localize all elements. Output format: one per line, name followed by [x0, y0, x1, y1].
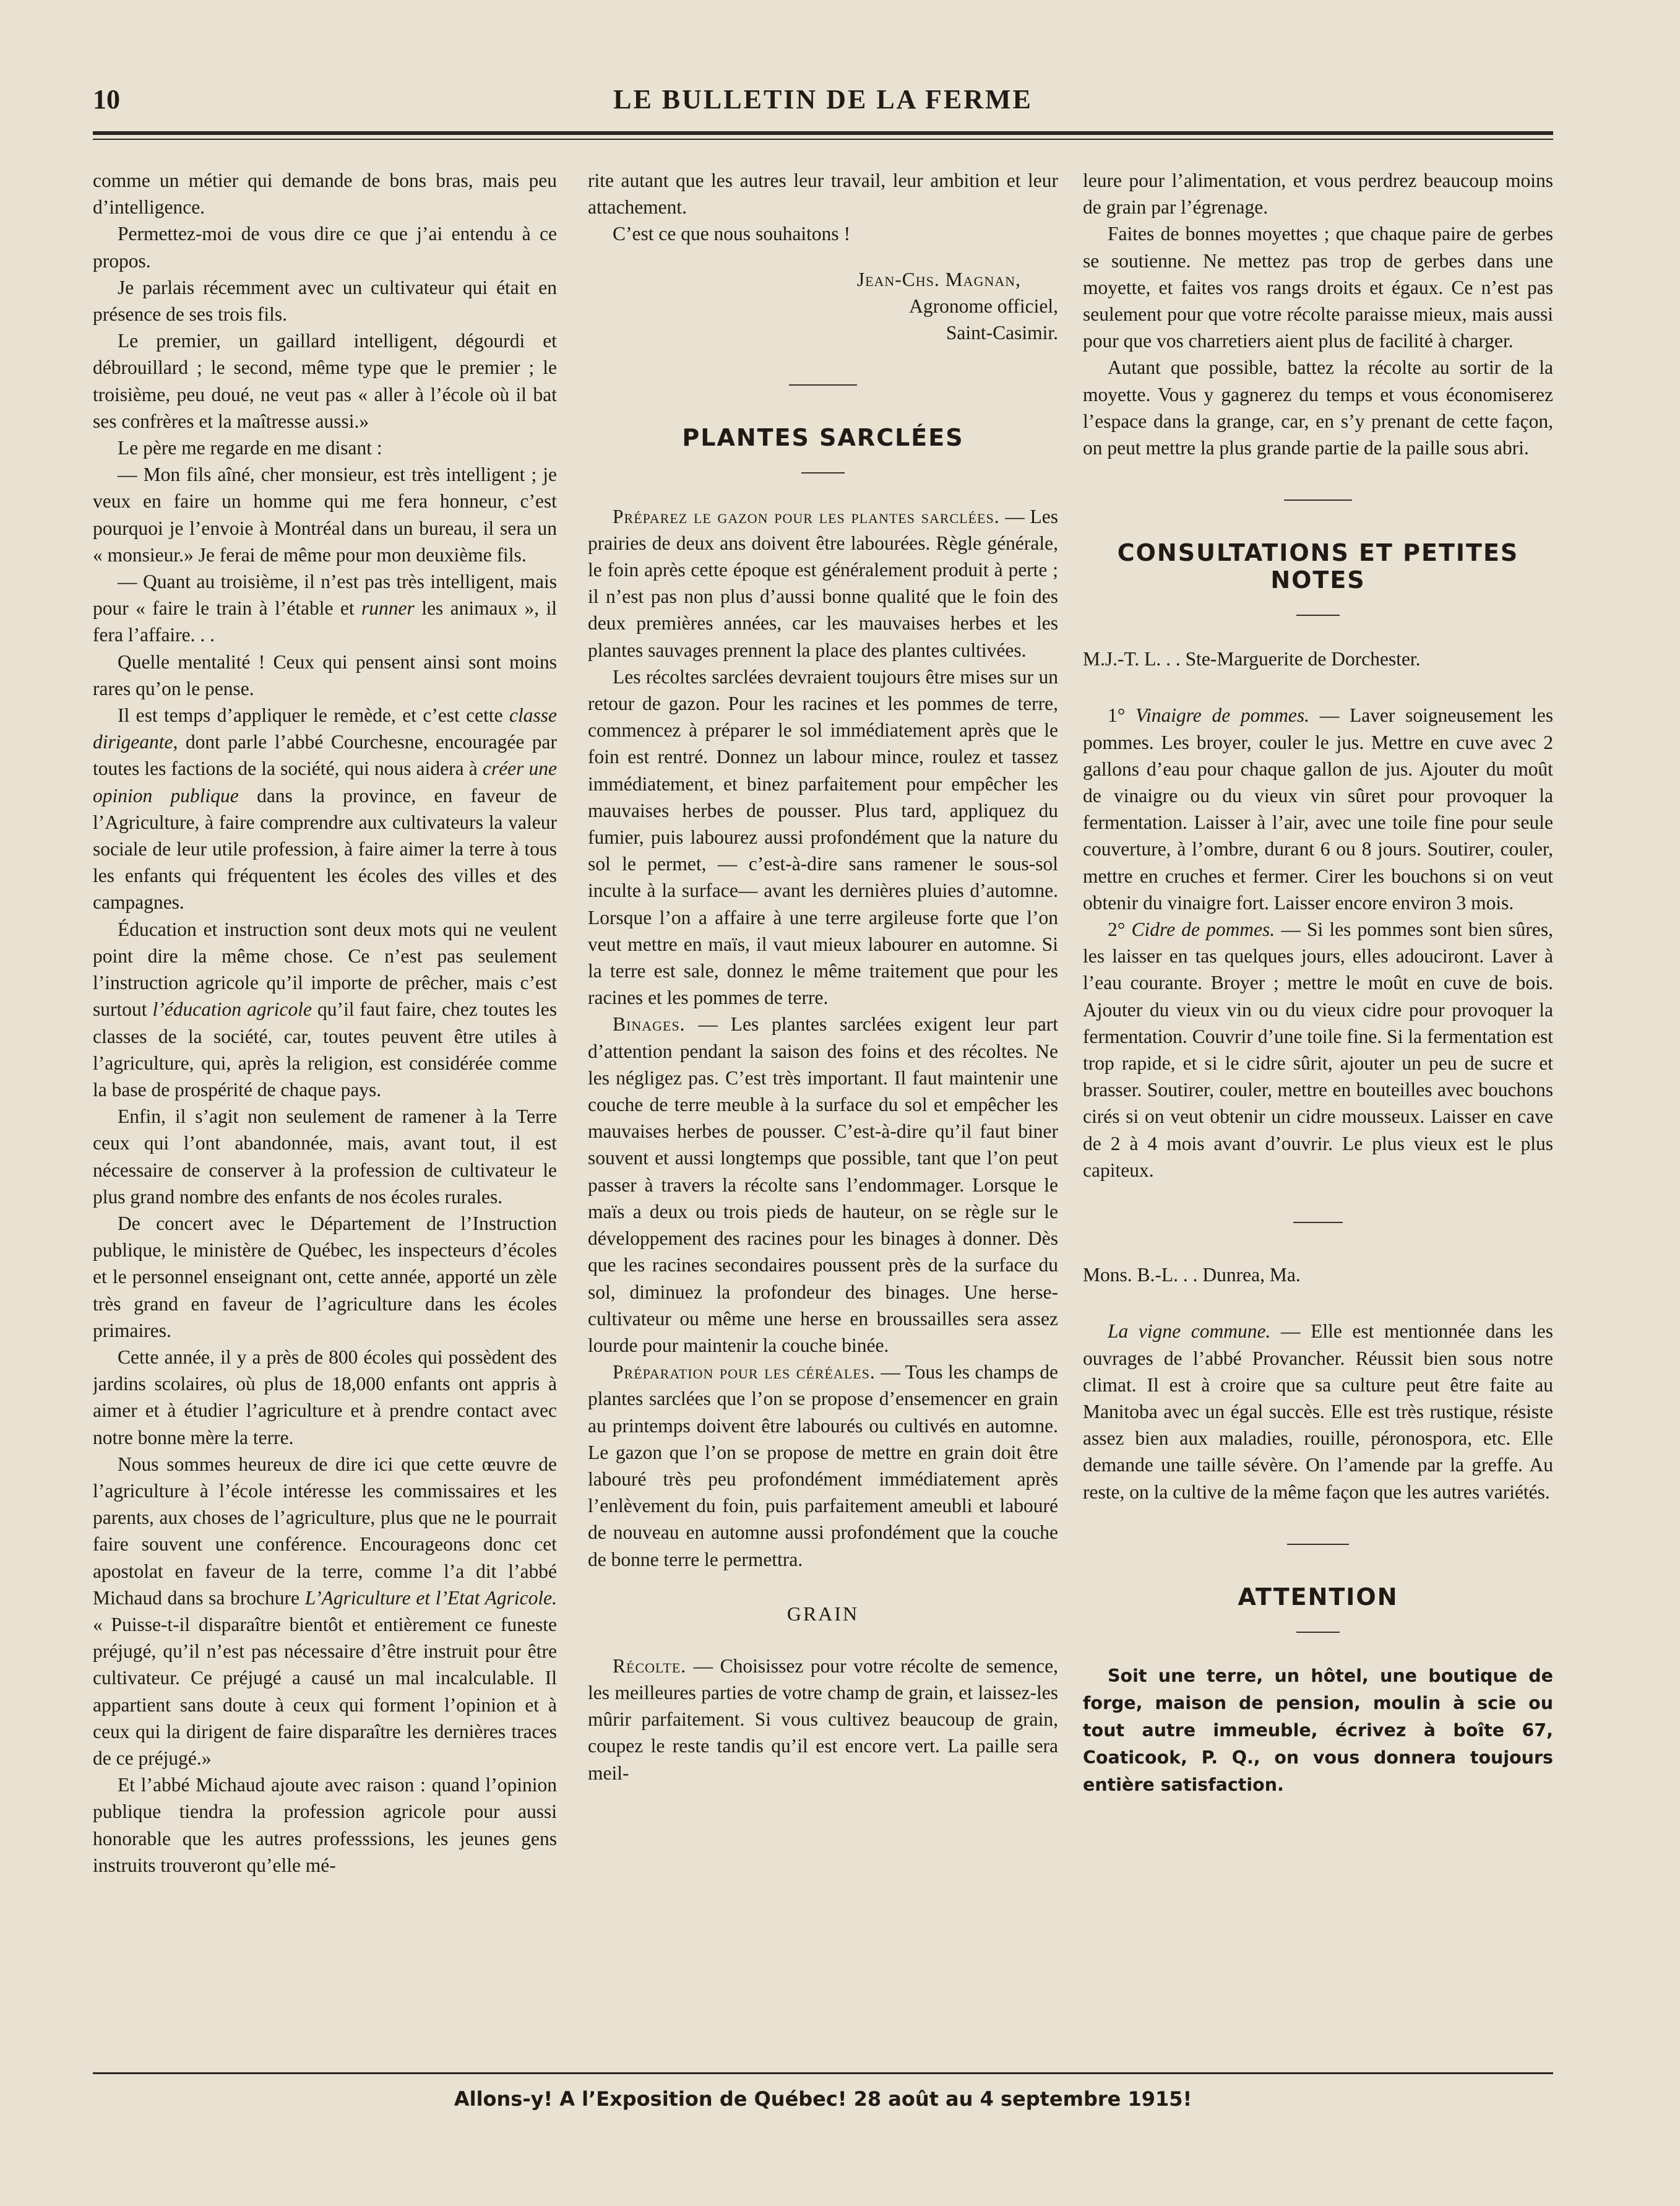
correspondent-line: Mons. B.-L. . . Dunrea, Ma.	[1083, 1264, 1301, 1286]
paragraph: comme un métier qui demande de bons bras, mais peu d’intelligence.	[93, 170, 557, 218]
paragraph: Les récoltes sarclées devraient toujours être mises sur un retour de gazon. Pour les racines et les pommes de terre, commencez à préparer le sol immédiatement après que le foin est rentré. Donnez un labour mince, roulez et tassez immédiatement, et binez parfaitement pour empêcher les mauvaises herbes de pousser. Plus tard, appliquez du fumier, puis labourez aussi profondément que la nature du sol le permet, — c’est-à-dire sans ramener le sous-sol inculte à la surface— avant les dernières pluies d’automne. Lorsque l’on a affaire à une terre argileuse forte que l’on veut mettre en maïs, il vaut mieux labourer en automne. Si la terre est sale, donnez le même traitement que pour les racines et les pommes de terre.	[588, 665, 1058, 1009]
paragraph: — Mon fils aîné, cher monsieur, est très intelligent ; je veux en faire un homme qui me fera honneur, c’est pourquoi je l’envoie à Montréal dans un bureau, il sera un « monsieur.» Je ferai de même pour mon deuxième fils.	[93, 464, 557, 566]
paragraph: Quelle mentalité ! Ceux qui pensent ainsi sont moins rares qu’on le pense.	[93, 651, 557, 699]
paragraph: La vigne commune. — Elle est mentionnée dans les ouvrages de l’abbé Provancher. Réussit bien sous notre climat. Il est à croire que sa culture peut être faite au Manitoba avec un égal succès. Elle est très rustique, résiste assez bien aux maladies, rouille, péronospora, etc. Elle demande une taille sévère. On l’amende par la greffe. Au reste, on la cultive de la même façon que les autres variétés.	[1083, 1320, 1553, 1503]
paragraph: Récolte. — Choisissez pour votre récolte de semence, les meilleures parties de votre champ de grain, et laissez-les mûrir parfaitement. Si vous cultivez beaucoup de grain, coupez le reste tandis qu’il est encore vert. La paille sera meil-	[588, 1654, 1058, 1784]
paragraph: Autant que possible, battez la récolte au sortir de la moyette. Vous y gagnerez du temps et vous économiserez l’espace dans la grange, car, en s’y prenant de cette façon, on peut mettre la plus grande partie de la paille sous abri.	[1083, 357, 1553, 459]
page-number: 10	[93, 84, 120, 115]
paragraph: rite autant que les autres leur travail, leur ambition et leur attachement.	[588, 170, 1058, 218]
section-heading: CONSULTATIONS ET PETITES NOTES	[1117, 539, 1519, 594]
section-heading: GRAIN	[786, 1602, 859, 1625]
heading-rule	[1296, 1632, 1340, 1633]
paragraph: Éducation et instruction sont deux mots qui ne veulent point dire la même chose. Ce n’est pas seulement l’instruction agricole qu’il importe de prêcher, mais c’est surtout l’éducation agricole qu’il faut faire, chez toutes les classes de la société, car, toutes peuvent être utiles à l’agriculture, qui, après la religion, est considérée comme la base de prospérité de chaque pays.	[93, 918, 557, 1101]
paragraph: Cette année, il y a près de 800 écoles qui possèdent des jardins scolaires, où plus de 18,000 enfants ont appris à aimer et à étudier l’agriculture et à prendre contact avec notre bonne mère la terre.	[93, 1346, 557, 1448]
paragraph: Permettez-moi de vous dire ce que j’ai entendu à ce propos.	[93, 223, 557, 272]
page-header	[93, 84, 1553, 121]
paragraph: Binages. — Les plantes sarclées exigent leur part d’attention pendant la saison des foins et des récoltes. Ne les négligez pas. C’est très important. Il faut maintenir une couche de terre meuble à la surface du sol et empêcher les mauvaises herbes de pousser. C’est-à-dire qu’il faut biner souvent et aussi longtemps que possible, tant que l’on peut passer à travers la récolte sans l’endommager. Lorsque le maïs a deux ou trois pieds de hauteur, on se règle sur le développement des racines pour les binages à donner. Dès que les racines secondaires poussent près de la surface du sol, diminuez la profondeur des binages. Une herse-cultivateur ou même une herse en broussailles sera assez lourde pour maintenir la couche binée.	[588, 1013, 1058, 1356]
paragraph: Préparation pour les céréales. — Tous les champs de plantes sarclées que l’on se propose d’ensemencer en grain au printemps doivent être labourés ou cultivés en automne. Le gazon que l’on se propose de mettre en grain doit être labouré très peu profondément immédiatement après l’enlèvement du foin, puis parfaitement ameubli et labouré de nouveau en automne aussi profondément que la couche de bonne terre le permettra.	[588, 1361, 1058, 1570]
paragraph: De concert avec le Département de l’Instruction publique, le ministère de Québec, les inspecteurs d’écoles et le personnel enseignant ont, cette année, apporté un zèle très grand en faveur de l’agriculture dans les écoles primaires.	[93, 1212, 557, 1341]
heading-rule	[801, 472, 845, 474]
header-rule-thin	[93, 139, 1553, 140]
author-place: Saint-Casimir.	[946, 321, 1058, 344]
section-divider	[789, 384, 857, 386]
running-title: LE BULLETIN DE LA FERME	[613, 84, 1033, 115]
paragraph: 2° Cidre de pommes. — Si les pommes sont bien sûres, les laisser en tas quelques jours, elles adouciront. Laver à l’eau courante. Broyer ; mettre le moût en cuve de bois. Ajouter du vieux vin ou du vieux cidre pour provoquer la fermentation. Couvrir d’une toile fine. Si la fermentation est trop rapide, et si le cidre sûrit, ajouter un peu de sucre et brasser. Soutirer, couler, mettre en bouteilles avec bouchons cirés si on veut obtenir un cidre mousseux. Laisser en cave de 2 à 4 mois avant d’ouvrir. Le plus vieux est le plus capiteux.	[1083, 919, 1553, 1181]
correspondent-line: M.J.-T. L. . . Ste-Marguerite de Dorchester.	[1083, 648, 1421, 670]
footer-banner: Allons-y! A l’Exposition de Québec! 28 août au 4 septembre 1915!	[454, 2087, 1192, 2111]
section-divider	[1284, 500, 1352, 501]
advertisement-text: Soit une terre, un hôtel, une boutique de forge, maison de pension, moulin à scie ou tout autre immeuble, écrivez à boîte 67, Coaticook, P. Q., on vous donnera toujours entière satisfaction.	[1083, 1665, 1553, 1795]
paragraph: Nous sommes heureux de dire ici que cette œuvre de l’agriculture à l’école intéresse les commissaires et les parents, aux choses de l’agriculture, plus que ne le pourrait faire souvent une conférence. Encourageons donc cet apostolat en faveur de la terre, comme l’a dit l’abbé Michaud dans sa brochure L’Agriculture et l’Etat Agricole. « Puisse-t-il disparaître bientôt et entièrement ce funeste préjugé, qu’il n’est pas nécessaire d’être instruit pour être cultivateur. Ce préjugé a causé un mal incalculable. Il appartient sans doute à ceux qui forment l’opinion et à ceux qui la dirigent de faire disparaître les dernières traces de ce préjugé.»	[93, 1453, 557, 1769]
header-rule-thick	[93, 131, 1553, 135]
paragraph: 1° Vinaigre de pommes. — Laver soigneusement les pommes. Les broyer, couler le jus. Mettre en cuve avec 2 gallons d’eau pour chaque gallon de jus. Ajouter du moût de vinaigre ou du vieux vin sûret pour provoquer la fermentation. Laisser à l’air, avec une toile fine pour seule couverture, à l’ombre, durant 6 ou 8 jours. Soutirer, couler, mettre en cruches et fermer. Cirer les bouchons si on veut obtenir du vinaigre fort. Laisser encore environ 3 mois.	[1083, 704, 1553, 914]
column-3	[1083, 167, 1553, 2036]
section-divider	[1287, 1544, 1349, 1545]
author-title: Agronome officiel,	[909, 295, 1058, 317]
paragraph: Enfin, il s’agit non seulement de ramener à la Terre ceux qui l’ont abandonnée, mais, avant tout, il est nécessaire de conserver à la profession de cultivateur le plus grand nombre des enfants de nos écoles rurales.	[93, 1105, 557, 1208]
author-name: Jean-Chs. Magnan,	[856, 268, 1021, 290]
paragraph: Le père me regarde en me disant :	[118, 437, 382, 459]
footer-rule	[93, 2072, 1553, 2074]
signature-block	[588, 266, 1058, 346]
paragraph: C’est ce que nous souhaitons !	[613, 223, 851, 245]
column-1	[93, 167, 557, 2036]
paragraph: Et l’abbé Michaud ajoute avec raison : quand l’opinion publique tiendra la profession agricole pour aussi honorable que les autres professsions, les jeunes gens instruits trouveront qu’elle mé-	[93, 1774, 557, 1876]
column-2	[588, 167, 1058, 2036]
paragraph: — Quant au troisième, il n’est pas très intelligent, mais pour « faire le train à l’étable et runner les animaux », il fera l’affaire. . .	[93, 571, 557, 646]
paragraph: Faites de bonnes moyettes ; que chaque paire de gerbes se soutienne. Ne mettez pas trop de gerbes dans une moyette, et faites vos rangs droits et égaux. Ce n’est pas seulement pour que votre récolte paraisse mieux, mais aussi pour que vos charretiers aient plus de facilité à charger.	[1083, 223, 1553, 352]
heading-rule	[1296, 615, 1340, 616]
paragraph: Il est temps d’appliquer le remède, et c’est cette classe dirigeante, dont parle l’abbé Courchesne, encouragée par toutes les factions de la société, qui nous aidera à créer une opinion publique dans la province, en faveur de l’Agriculture, à faire comprendre aux cultivateurs la valeur sociale de leur utile profession, à faire aimer la terre à tous les enfants qui fréquentent les écoles des villes et des campagnes.	[93, 704, 557, 914]
paragraph: leure pour l’alimentation, et vous perdrez beaucoup moins de grain par l’égrenage.	[1083, 170, 1553, 218]
section-divider	[1293, 1222, 1343, 1223]
section-heading: PLANTES SARCLÉES	[682, 423, 964, 451]
paragraph: Préparez le gazon pour les plantes sarclées. — Les prairies de deux ans doivent être labourées. Règle générale, le foin après cette époque est généralement produit à perte ; il n’est pas non plus d’aussi bonne qualité que le foin des deux premières années, car les mauvaises herbes et les plantes sauvages prennent la place des plantes cultivées.	[588, 505, 1058, 661]
paragraph: Le premier, un gaillard intelligent, dégourdi et débrouillard ; le second, même type que le premier ; le troisième, peu doué, ne veut pas « aller à l’école où il bat ses confrères et la maîtresse aussi.»	[93, 330, 557, 432]
paragraph: Je parlais récemment avec un cultivateur qui était en présence de ses trois fils.	[93, 276, 557, 326]
section-heading: ATTENTION	[1238, 1583, 1398, 1611]
